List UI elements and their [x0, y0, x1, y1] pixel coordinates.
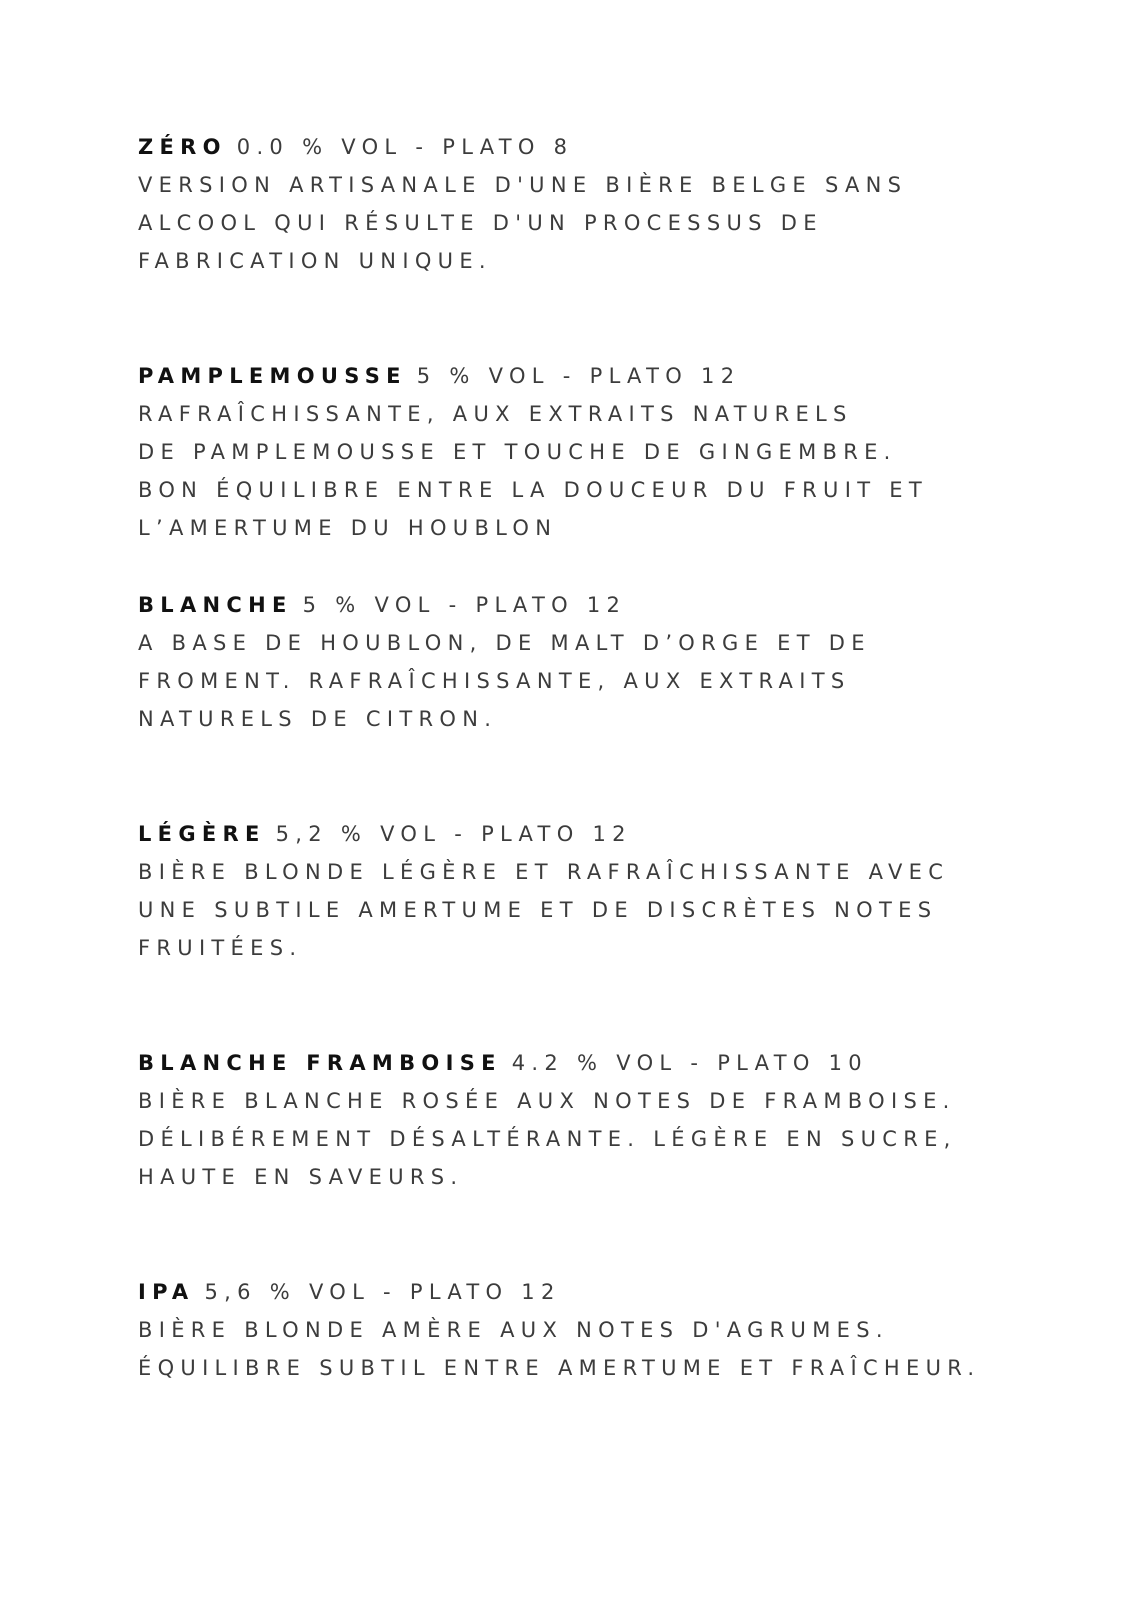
beer-description-line: BIÈRE BLANCHE ROSÉE AUX NOTES DE FRAMBOISE. — [138, 1089, 956, 1113]
beer-description-line: BON ÉQUILIBRE ENTRE LA DOUCEUR DU FRUIT ET — [138, 478, 928, 502]
beer-name: ZÉRO — [138, 135, 227, 159]
beer-entry-pamplemousse — [138, 357, 1098, 586]
beer-description-line: NATURELS DE CITRON. — [138, 707, 498, 731]
beer-spec: 5,6 % VOL - PLATO 12 — [204, 1280, 561, 1304]
beer-name: IPA — [138, 1280, 195, 1304]
beer-name: BLANCHE FRAMBOISE — [138, 1051, 502, 1075]
beer-description-line: ÉQUILIBRE SUBTIL ENTRE AMERTUME ET FRAÎCHEUR. — [138, 1356, 981, 1380]
beer-heading — [138, 1273, 1098, 1311]
beer-description-line: A BASE DE HOUBLON, DE MALT D’ORGE ET DE — [138, 631, 871, 655]
beer-spec: 0.0 % VOL - PLATO 8 — [236, 135, 574, 159]
beer-heading — [138, 128, 1098, 166]
beer-name: LÉGÈRE — [138, 822, 266, 846]
beer-description-line: VERSION ARTISANALE D'UNE BIÈRE BELGE SANS — [138, 173, 908, 197]
beer-description-line: FRUITÉES. — [138, 936, 303, 960]
beer-spec: 5 % VOL - PLATO 12 — [416, 364, 741, 388]
beer-description-line: DÉLIBÉREMENT DÉSALTÉRANTE. LÉGÈRE EN SUCRE, — [138, 1127, 957, 1151]
beer-entry-blanche-framboise — [138, 1044, 1098, 1273]
beer-heading — [138, 1044, 1098, 1082]
beer-description-line: BIÈRE BLONDE LÉGÈRE ET RAFRAÎCHISSANTE AVEC — [138, 860, 950, 884]
beer-description-line: HAUTE EN SAVEURS. — [138, 1165, 464, 1189]
beer-description-line: ALCOOL QUI RÉSULTE D'UN PROCESSUS DE — [138, 211, 823, 235]
beer-name: BLANCHE — [138, 593, 293, 617]
beer-description-line: FROMENT. RAFRAÎCHISSANTE, AUX EXTRAITS — [138, 669, 851, 693]
beer-spec: 5,2 % VOL - PLATO 12 — [275, 822, 632, 846]
beer-heading — [138, 586, 1098, 624]
beer-description-line: DE PAMPLEMOUSSE ET TOUCHE DE GINGEMBRE. — [138, 440, 897, 464]
beer-entry-blanche — [138, 586, 1098, 815]
beer-description-line: RAFRAÎCHISSANTE, AUX EXTRAITS NATURELS — [138, 402, 853, 426]
beer-entry-zero — [138, 128, 1098, 357]
beer-description-line: BIÈRE BLONDE AMÈRE AUX NOTES D'AGRUMES. — [138, 1318, 889, 1342]
beer-spec: 4.2 % VOL - PLATO 10 — [511, 1051, 868, 1075]
beer-entry-legere — [138, 815, 1098, 1044]
beer-heading — [138, 357, 1098, 395]
beer-description-line: L’AMERTUME DU HOUBLON — [138, 516, 558, 540]
beer-description-line: FABRICATION UNIQUE. — [138, 249, 492, 273]
beer-description-line: UNE SUBTILE AMERTUME ET DE DISCRÈTES NOTES — [138, 898, 938, 922]
beer-menu — [138, 128, 1098, 1502]
beer-spec: 5 % VOL - PLATO 12 — [302, 593, 627, 617]
beer-name: PAMPLEMOUSSE — [138, 364, 407, 388]
beer-heading — [138, 815, 1098, 853]
beer-entry-ipa — [138, 1273, 1098, 1502]
